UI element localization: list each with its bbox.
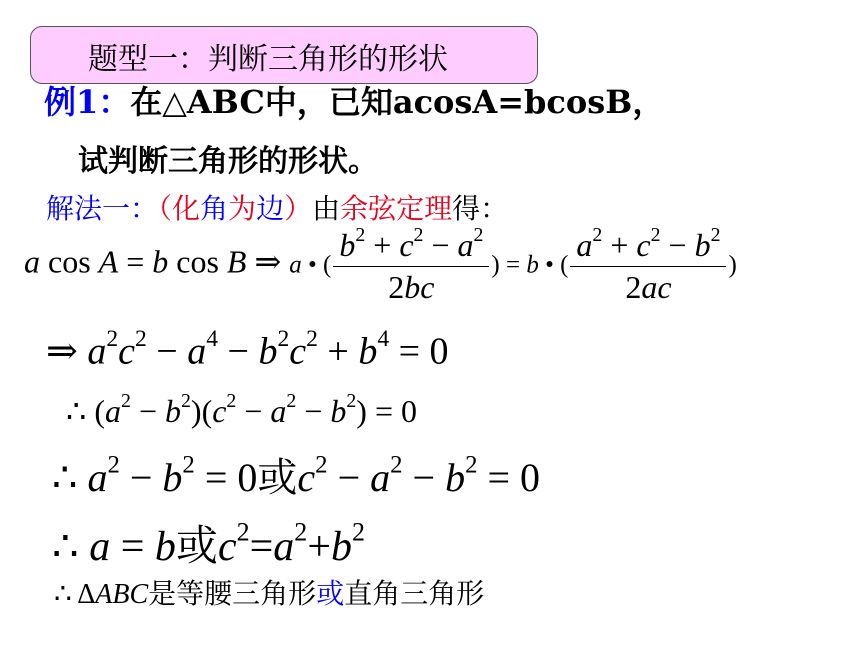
page-title: 题型一：判断三角形的形状 (88, 42, 448, 77)
theorem-name: 余弦定理 (340, 192, 453, 225)
example-line-2: 试判断三角形的形状。 (78, 144, 378, 179)
method-open: （化 (158, 192, 201, 225)
example-statement: 在△ABC中，已知acosA=bcosB， (130, 83, 665, 121)
method-angle: 角 (200, 192, 229, 225)
method-to: 为 (228, 192, 257, 225)
formula-cases: ∴ $a^2 - b^2 = 0$或$c^2 - a^2 - b^2 = 0$ (52, 451, 541, 501)
conclusion: ∴ ΔABC是等腰三角形或直角三角形 (54, 577, 485, 610)
formula-result: ∴ a = b或$c^2=a^2+b^2$ (52, 517, 366, 570)
conclusion-or: 或 (316, 577, 345, 610)
method-close: ） (284, 192, 313, 225)
formula-expanded: ⇒ $a^2c^2 - a^4 - b^2c^2 + b^4 = 0$ (46, 326, 449, 373)
solution-heading (46, 187, 508, 227)
example-line-1 (44, 83, 665, 121)
solution-label: 解法一： (46, 192, 159, 225)
method-side: 边 (256, 192, 285, 225)
conclusion-text-1: 是等腰三角形 (148, 577, 317, 610)
example-label: 例1： (44, 83, 131, 121)
by-text: 由 (312, 192, 341, 225)
conclusion-text-2: 直角三角形 (344, 577, 485, 610)
get-text: 得： (452, 192, 509, 225)
formula-cosine-substitution: a cos A = b cos B ⇒ a • ( $\frac{b^2 + c^2 - a^2}{2bc}$ ) = b • ( $\frac{a^2 + c^2 - b^2}{2ac}$ ) (24, 224, 737, 305)
formula-factored: ∴ $(a^2 - b^2)(c^2 - a^2 - b^2) = 0$ (66, 390, 417, 429)
